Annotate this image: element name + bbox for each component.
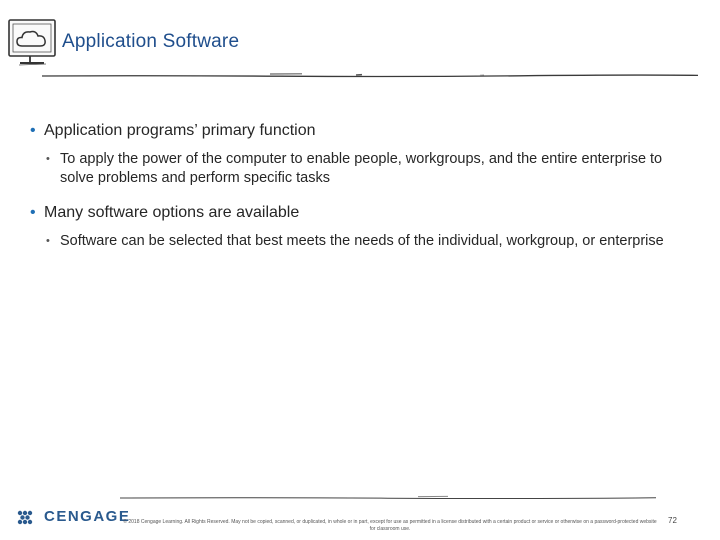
bullet-dot: •	[30, 122, 36, 139]
brand-name: CENGAGE	[44, 508, 131, 525]
copyright-notice: © 2018 Cengage Learning. All Rights Reserved. May not be copied, scanned, or duplicated, in whole or in part, except for use as permitted in a license distributed with a certain product or service or otherwise on a password-protected website for classroom use.	[123, 519, 657, 532]
sub-bullet-text: To apply the power of the computer to enable people, workgroups, and the entire enterprise to solve problems and perform specific tasks	[60, 151, 663, 186]
bullet-text: Application programs’ primary function	[44, 122, 316, 139]
content-body	[30, 120, 690, 251]
cloud-monitor-icon	[6, 18, 58, 70]
page-number: 72	[668, 516, 677, 525]
slide-title: Application Software	[62, 31, 240, 52]
title-divider	[40, 70, 700, 80]
footer-divider	[118, 494, 658, 502]
bullet-item	[30, 202, 690, 224]
bullet-dot: •	[30, 204, 36, 221]
bullet-item	[30, 120, 690, 142]
sub-bullet-dot: •	[46, 235, 50, 247]
bullet-text: Many software options are available	[44, 204, 300, 221]
sub-bullet-item	[30, 150, 690, 188]
sub-bullet-item	[30, 232, 690, 251]
sub-bullet-text: Software can be selected that best meets the needs of the individual, workgroup, or enterprise	[60, 233, 664, 249]
sub-bullet-dot: •	[46, 153, 50, 165]
